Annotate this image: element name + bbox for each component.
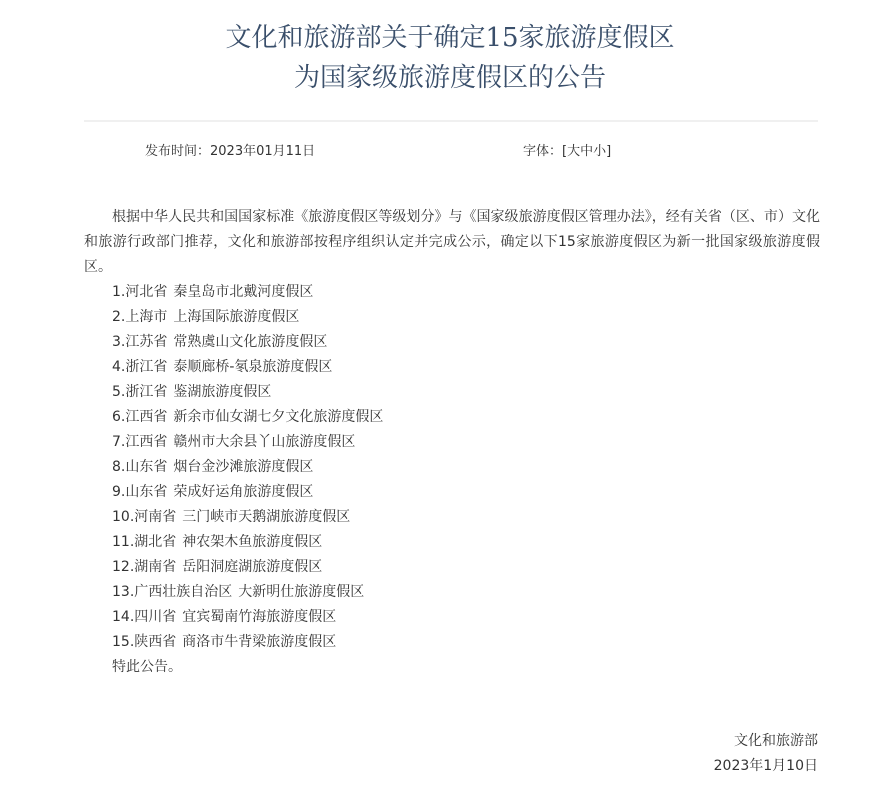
list-item	[84, 330, 820, 355]
item-province: 湖南省	[134, 559, 177, 575]
item-province: 浙江省	[125, 359, 168, 375]
item-province: 湖北省	[134, 534, 177, 550]
item-province: 江西省	[125, 409, 168, 425]
item-province: 江苏省	[125, 334, 168, 350]
font-label: 字体：	[523, 144, 563, 159]
title-line-2: 为国家级旅游度假区的公告	[293, 63, 606, 93]
publish-date: 2023年01月11日	[210, 144, 316, 159]
item-number: 12.	[112, 559, 135, 575]
item-name: 商洛市牛背梁旅游度假区	[182, 634, 337, 650]
signature-block	[714, 729, 818, 779]
item-province: 江西省	[125, 434, 168, 450]
item-number: 6.	[112, 409, 126, 425]
item-number: 7.	[112, 434, 126, 450]
title-line-1: 文化和旅游部关于确定15家旅游度假区	[225, 23, 675, 53]
item-name: 常熟虞山文化旅游度假区	[173, 334, 328, 350]
list-item	[84, 630, 820, 655]
intro-paragraph: 根据中华人民共和国国家标准《旅游度假区等级划分》与《国家级旅游度假区管理办法》，经有关省（区、市）文化和旅游行政部门推荐，文化和旅游部按程序组织认定并完成公示，确定以下15家旅游度假区为新一批国家级旅游度假区。	[84, 209, 820, 275]
item-number: 8.	[112, 459, 126, 475]
item-number: 9.	[112, 484, 126, 500]
item-number: 3.	[112, 334, 126, 350]
item-province: 四川省	[134, 609, 177, 625]
item-number: 13.	[112, 584, 135, 600]
item-province: 河北省	[125, 284, 168, 300]
list-item	[84, 280, 820, 305]
item-province: 浙江省	[125, 384, 168, 400]
item-province: 山东省	[125, 459, 168, 475]
font-bracket-close: ]	[606, 144, 612, 159]
item-name: 宜宾蜀南竹海旅游度假区	[182, 609, 337, 625]
list-item	[84, 455, 820, 480]
list-item	[84, 530, 820, 555]
item-province: 广西壮族自治区	[134, 584, 233, 600]
item-number: 11.	[112, 534, 135, 550]
item-province: 河南省	[134, 509, 177, 525]
list-item	[84, 605, 820, 630]
font-size-small-link[interactable]: 小	[593, 144, 607, 159]
item-number: 14.	[112, 609, 135, 625]
list-item	[84, 505, 820, 530]
closing-text: 特此公告。	[112, 659, 182, 675]
item-name: 秦皇岛市北戴河度假区	[173, 284, 314, 300]
item-name: 岳阳洞庭湖旅游度假区	[182, 559, 323, 575]
publish-label: 发布时间：	[145, 144, 211, 159]
list-item	[84, 480, 820, 505]
item-name: 烟台金沙滩旅游度假区	[173, 459, 314, 475]
article-body	[84, 205, 820, 680]
item-province: 陕西省	[134, 634, 177, 650]
item-number: 2.	[112, 309, 126, 325]
item-number: 10.	[112, 509, 135, 525]
signature-date: 2023年1月10日	[713, 758, 818, 774]
item-name: 上海国际旅游度假区	[173, 309, 300, 325]
publish-info	[145, 143, 315, 161]
item-name: 三门峡市天鹅湖旅游度假区	[182, 509, 351, 525]
item-number: 4.	[112, 359, 126, 375]
list-item	[84, 305, 820, 330]
item-name: 大新明仕旅游度假区	[238, 584, 365, 600]
list-item	[84, 555, 820, 580]
item-number: 5.	[112, 384, 126, 400]
item-name: 赣州市大余县丫山旅游度假区	[173, 434, 356, 450]
title-divider	[84, 120, 818, 122]
font-size-medium-link[interactable]: 中	[580, 144, 594, 159]
signature-org: 文化和旅游部	[734, 733, 818, 749]
font-size-switcher	[523, 143, 611, 161]
item-number: 15.	[112, 634, 135, 650]
item-name: 泰顺廊桥-氡泉旅游度假区	[173, 359, 333, 375]
list-item	[84, 380, 820, 405]
list-item	[84, 580, 820, 605]
item-name: 荣成好运角旅游度假区	[173, 484, 314, 500]
item-name: 鉴湖旅游度假区	[173, 384, 272, 400]
list-item	[84, 430, 820, 455]
item-province: 上海市	[125, 309, 168, 325]
item-number: 1.	[112, 284, 126, 300]
font-bracket-open: [	[562, 144, 568, 159]
item-name: 神农架木鱼旅游度假区	[182, 534, 323, 550]
item-province: 山东省	[125, 484, 168, 500]
list-item	[84, 405, 820, 430]
item-name: 新余市仙女湖七夕文化旅游度假区	[173, 409, 384, 425]
font-size-large-link[interactable]: 大	[567, 144, 581, 159]
list-item	[84, 355, 820, 380]
article-title	[0, 18, 876, 98]
